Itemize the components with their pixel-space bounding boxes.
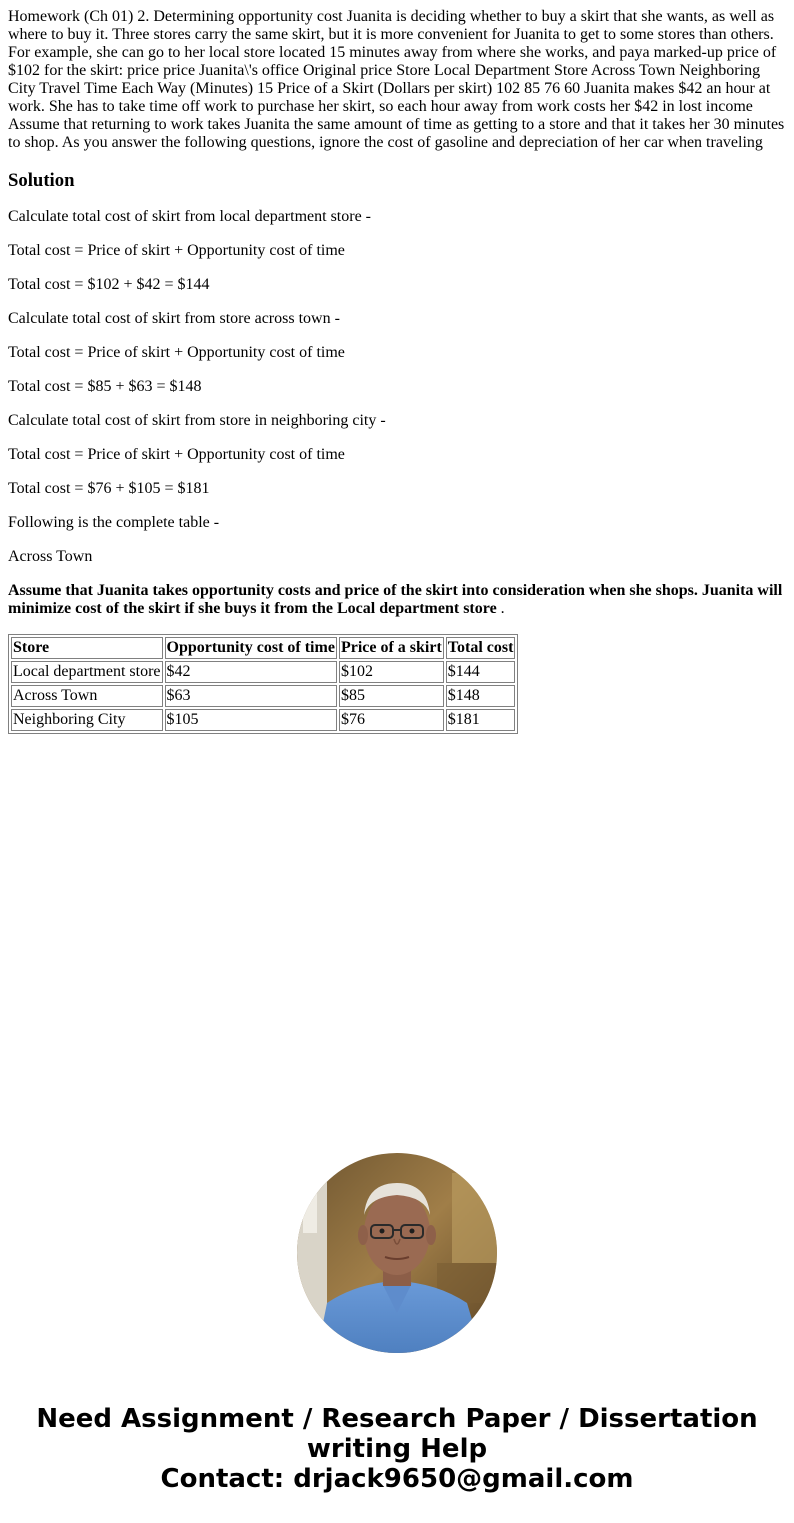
solution-step-8: Total cost = Price of skirt + Opportunity cost of time — [8, 446, 345, 463]
promo-banner — [0, 1404, 794, 1494]
table-cell: $76 — [339, 709, 444, 731]
table-cell: $102 — [339, 661, 444, 683]
table-cell: Neighboring City — [11, 709, 163, 731]
table-cell: Across Town — [11, 685, 163, 707]
table-row — [11, 661, 515, 683]
solution-step-10: Following is the complete table - — [8, 514, 220, 531]
table-cell: $148 — [446, 685, 516, 707]
table-cell: $63 — [165, 685, 337, 707]
solution-heading: Solution — [8, 170, 75, 191]
author-avatar — [297, 1153, 497, 1353]
table-row — [11, 709, 515, 731]
cost-comparison-table — [8, 634, 518, 734]
promo-line-1: Need Assignment / Research Paper / Dissertation — [36, 1404, 758, 1434]
solution-step-3: Total cost = $102 + $42 = $144 — [8, 276, 210, 293]
table-cell: $85 — [339, 685, 444, 707]
author-portrait-image — [297, 1153, 497, 1353]
question-text: Homework (Ch 01) 2. Determining opportunity cost Juanita is deciding whether to buy a skirt that she wants, as well as where to buy it. Three stores carry the same skirt, but it is more convenient for Juanita to get to some stores than others. For example, she can go to her local store located 15 minutes away from where she works, and paya marked-up price of $102 for the skirt: price price Juanita\'s office Original price Store Local Department Store Across Town Neighboring City Travel Time Each Way (Minutes) 15 Price of a Skirt (Dollars per skirt) 102 85 76 60 Juanita makes $42 an hour at work. She has to take time off work to purchase her skirt, so each hour away from work costs her $42 in lost income Assume that returning to work takes Juanita the same amount of time as getting to a store and that it takes her 30 minutes to shop. As you answer the following questions, ignore the cost of gasoline and depreciation of her car when traveling — [8, 8, 785, 151]
main-content — [8, 8, 786, 734]
solution-step-9: Total cost = $76 + $105 = $181 — [8, 480, 210, 497]
conclusion-text: Assume that Juanita takes opportunity costs and price of the skirt into consideration when she shops. Juanita will minimize cost of the skirt if she buys it from the Local department store — [8, 582, 783, 617]
table-header-cell: Total cost — [446, 637, 516, 659]
solution-step-4: Calculate total cost of skirt from store across town - — [8, 310, 340, 327]
table-row — [11, 685, 515, 707]
conclusion-trailing: . — [500, 600, 505, 617]
conclusion-paragraph — [8, 582, 786, 618]
table-header-row — [11, 637, 515, 659]
solution-step-7: Calculate total cost of skirt from store in neighboring city - — [8, 412, 386, 429]
solution-step-6: Total cost = $85 + $63 = $148 — [8, 378, 202, 395]
table-header-cell: Opportunity cost of time — [165, 637, 337, 659]
table-header-cell: Price of a skirt — [339, 637, 444, 659]
promo-contact: Contact: drjack9650@gmail.com — [160, 1464, 634, 1494]
solution-step-1: Calculate total cost of skirt from local department store - — [8, 208, 371, 225]
promo-line-2: writing Help — [306, 1434, 488, 1464]
solution-step-5: Total cost = Price of skirt + Opportunity cost of time — [8, 344, 345, 361]
table-cell: Local department store — [11, 661, 163, 683]
table-cell: $181 — [446, 709, 516, 731]
table-cell: $144 — [446, 661, 516, 683]
solution-step-2: Total cost = Price of skirt + Opportunity cost of time — [8, 242, 345, 259]
solution-step-11: Across Town — [8, 548, 93, 565]
table-cell: $42 — [165, 661, 337, 683]
table-cell: $105 — [165, 709, 337, 731]
table-header-cell: Store — [11, 637, 163, 659]
